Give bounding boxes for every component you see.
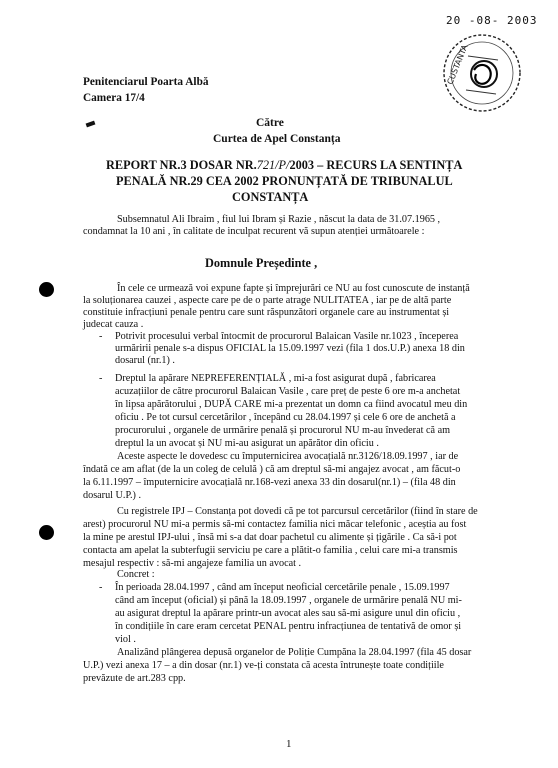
- para2-line2: îndată ce am aflat (de la un coleg de celulă ) că am dreptul să-mi angajez avocat , am făcut-o: [83, 464, 461, 475]
- salutation: Domnule Președinte ,: [205, 256, 318, 270]
- bullet-dash: -: [99, 373, 103, 384]
- para1-line1: În cele ce urmează voi expune fapte și împrejurări ce NU au fost cunoscute de instanță: [117, 283, 470, 294]
- bullet3-line2: când am început (oficial) și până la 18.09.1997 , organele de urmărire penală NU mi-: [115, 595, 462, 606]
- para3-line3: la mine pe arestul IPJ-ului , însă mi s-a dat doar pachetul cu alimente și țigările . Ca să-i pot: [83, 532, 457, 543]
- para4-line2: U.P.) vezi anexa 17 – a din dosar (nr.1) ve-ți constata că acesta întrunește toate condițiile: [83, 660, 444, 671]
- bullet2-line4: oficiu . Pe tot cursul cercetărilor , începând cu 28.04.1997 și cele 6 ore de anchetă a: [115, 412, 456, 423]
- punch-hole-top: [39, 282, 54, 297]
- bullet-dash: -: [99, 331, 103, 342]
- para4-line3: prevăzute de art.283 cpp.: [83, 673, 186, 684]
- bullet2-line5: procurorului , organele de urmărire penală și procurorul NU m-au învederat că am: [115, 425, 451, 436]
- concret-label: Concret :: [117, 569, 155, 580]
- para3-line5: mesajul respectiv : să-mi angajeze familia un avocat .: [83, 558, 302, 569]
- round-seal: [438, 30, 526, 116]
- recipient-court: Curtea de Apel Constanța: [213, 133, 341, 145]
- punch-hole-bottom: [39, 525, 54, 540]
- ink-mark: [86, 121, 96, 128]
- para3-line4: contacta am apelat la subterfugii serviciu pe care a plătit-o familia , celui care mi-a transmis: [83, 545, 458, 556]
- para1-line2: la soluționarea cauzei , aspecte care pe de o parte atrage NULITATEA , iar pe de altă parte: [83, 295, 452, 306]
- document-title-line2: PENALĂ NR.29 CEA 2002 PRONUNȚATĂ DE TRIBUNALUL: [116, 174, 453, 188]
- bullet3-line1: În perioada 28.04.1997 , când am început neoficial cercetările penale , 15.09.1997: [115, 582, 450, 593]
- bullet3-line5: viol .: [115, 634, 136, 645]
- bullet2-line1: Dreptul la apărare NEPREFERENȚIALĂ , mi-a fost asigurat după , fabricarea: [115, 373, 436, 384]
- title-suffix: 2003 – RECURS LA SENTINȚA: [289, 158, 463, 172]
- bullet2-line6: dreptul la un avocat și NU mi-au asigurat un apărător din oficiu .: [115, 438, 379, 449]
- bullet3-line3: au asigurat dreptul la apărare printr-un avocat ales sau să-mi asigure unul din oficiu ,: [115, 608, 461, 619]
- sender-room: Camera 17/4: [83, 92, 145, 104]
- bullet2-line2: acuzațiilor de către procurorul Balaican Vasile , care preț de peste 6 ore m-a anchetat: [115, 386, 461, 397]
- bullet-dash: -: [99, 582, 103, 593]
- para1-line3: constituie infracțiuni penale pentru care sunt răspunzători organele care au instrumentat și: [83, 307, 450, 318]
- bullet1-line2: urmăririi penale s-a dispus OFICIAL la 15.09.1997 vezi (fila 1 dos.U.P.) anexa 18 din: [115, 343, 465, 354]
- title-prefix: REPORT NR.3 DOSAR NR.: [106, 158, 257, 172]
- stamp-date: 20 -08- 2003: [446, 14, 538, 27]
- sender-institution: Penitenciarul Poarta Albă: [83, 76, 209, 88]
- para4-line1: Analizând plângerea depusă organelor de Poliție Cumpăna la 28.04.1997 (fila 45 dosar: [117, 647, 472, 658]
- bullet2-line3: în lipsa apărătorului , DUPĂ CARE mi-a prezentat un domn ca fiind avocatul meu din: [115, 399, 468, 410]
- page-number: 1: [286, 738, 292, 750]
- para3-line1: Cu registrele IPJ – Constanța pot dovedi că pe tot parcursul cercetărilor (fiind în stare de: [117, 506, 478, 517]
- intro-line2: condamnat la 10 ani , în calitate de inculpat recurent vă supun atenției următoarele :: [83, 226, 425, 237]
- para2-line3: la 6.11.1997 – împuternicire avocațială nr.168-vezi anexa 33 din dosarul(nr.1) – (fila 48 din: [83, 477, 456, 488]
- para2-line1: Aceste aspecte le dovedesc cu împuternicirea avocațială nr.3126/18.09.1997 , iar de: [117, 451, 459, 462]
- svg-text:CUSTANTA: CUSTANTA: [445, 43, 470, 86]
- recipient-to: Către: [256, 117, 284, 129]
- document-title-line1: [106, 158, 462, 173]
- para1-line4: judecat cauza .: [83, 319, 144, 330]
- para2-line4: dosarul U.P.) .: [83, 490, 142, 501]
- bullet1-line3: dosarul (nr.1) .: [115, 355, 175, 366]
- para3-line2: arest) procurorul NU mi-a permis să-mi contactez familia nici măcar telefonic , aceștia au fost: [83, 519, 467, 530]
- handwritten-number: 721/P/: [256, 158, 290, 172]
- bullet1-line1: Potrivit procesului verbal întocmit de procurorul Balaican Vasile nr.1023 , începerea: [115, 331, 459, 342]
- document-title-line3: CONSTANȚA: [232, 190, 309, 204]
- bullet3-line4: în condițiile în care eram cercetat PENAL pentru infracțiunea de tentativă de omor și: [115, 621, 462, 632]
- intro-line1: Subsemnatul Ali Ibraim , fiul lui Ibram și Razie , născut la data de 31.07.1965 ,: [117, 214, 441, 225]
